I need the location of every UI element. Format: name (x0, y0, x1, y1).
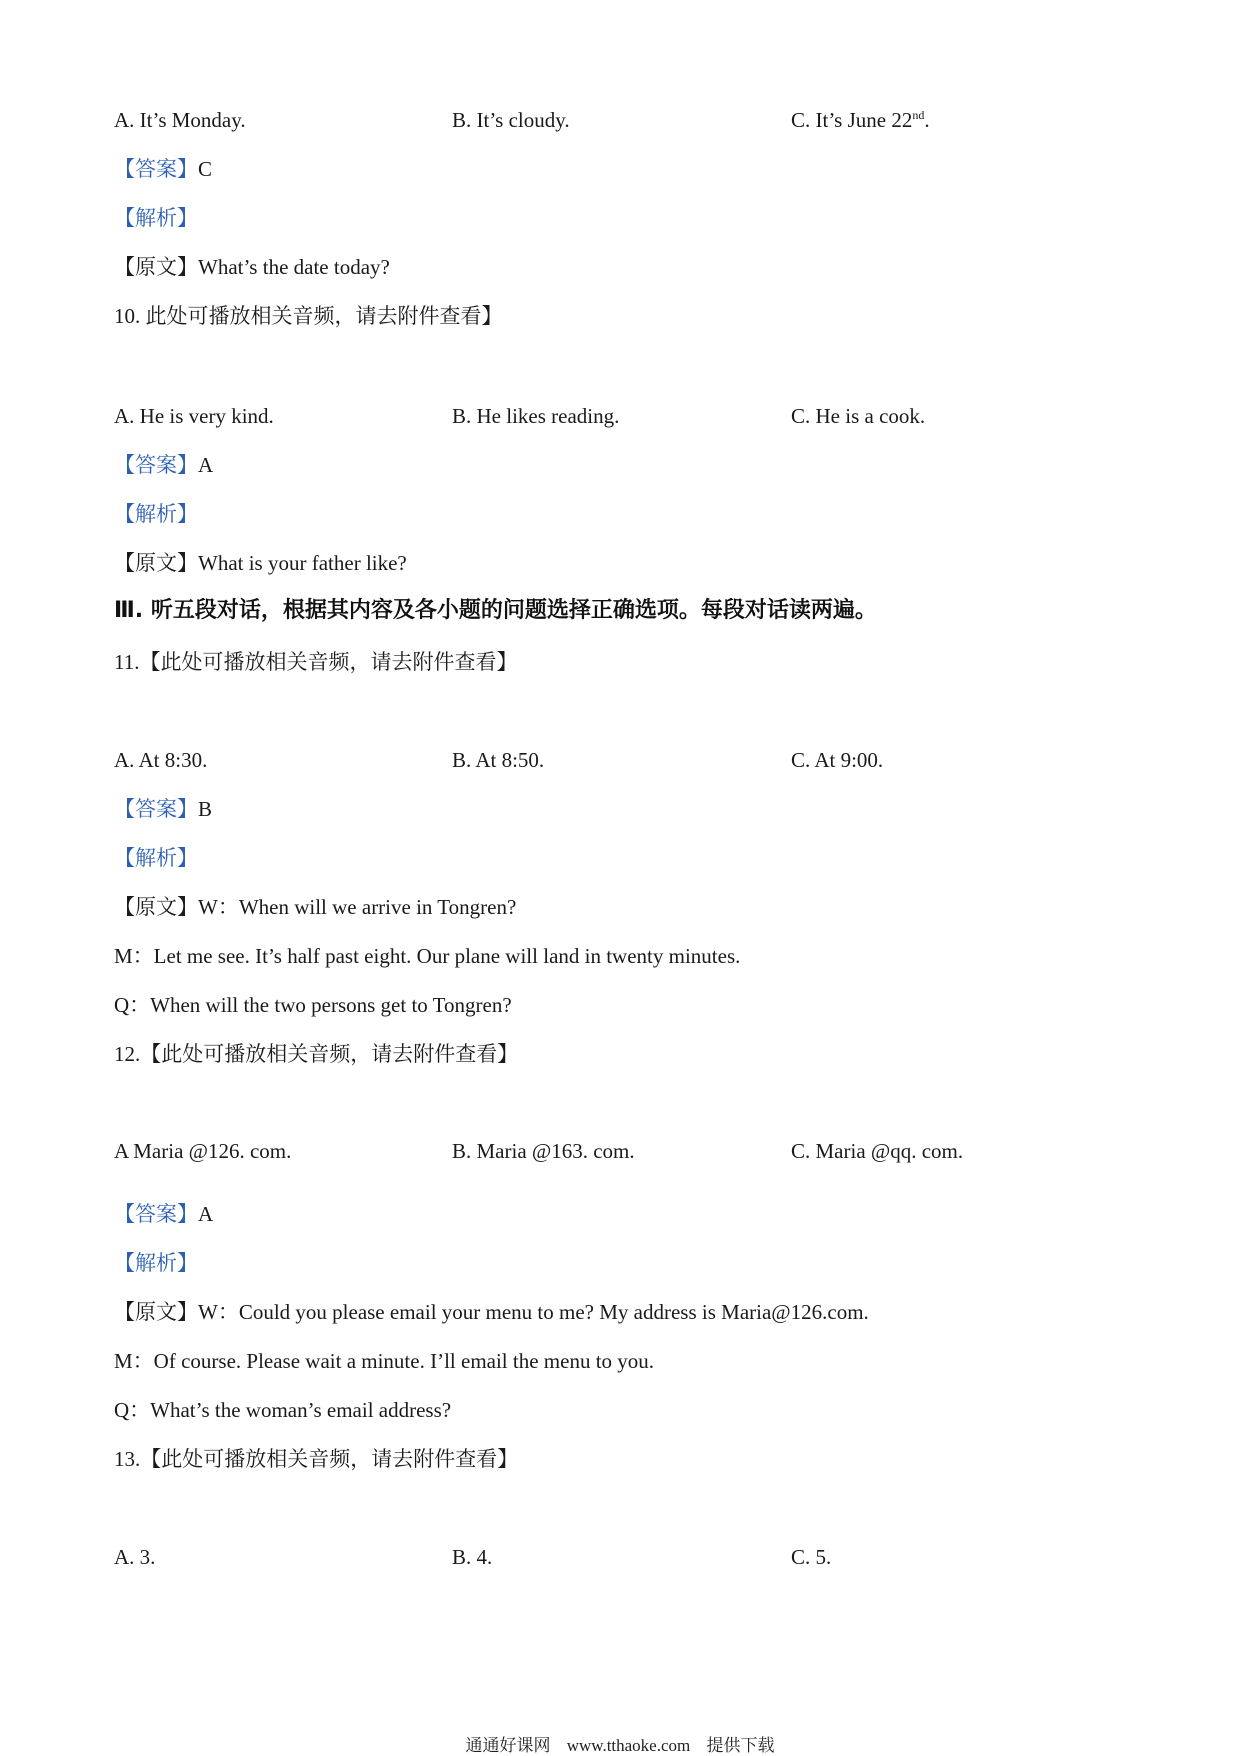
q10-option-a: A. He is very kind. (114, 404, 274, 428)
q11-original (114, 893, 516, 921)
q11-answer-label: 【答案】 (114, 797, 198, 821)
q11-analysis-label: 【解析】 (114, 846, 198, 870)
q9-option-c (791, 106, 930, 134)
q9-answer-value: C (198, 157, 213, 181)
q11-option-b: B. At 8:50. (452, 748, 545, 772)
q10-original-label: 【原文】 (114, 551, 198, 575)
footer-note: 提供下载 (706, 1736, 775, 1755)
q10-option-c: C. He is a cook. (791, 404, 926, 428)
footer-url[interactable]: www.tthaoke.com (566, 1736, 691, 1755)
footer-site-name: 通通好课网 (465, 1736, 551, 1755)
q11-original-text: W：When will we arrive in Tongren? (198, 895, 517, 919)
q12-original-label: 【原文】 (114, 1300, 198, 1324)
q11-answer (114, 795, 212, 823)
q11-option-c: C. At 9:00. (791, 748, 884, 772)
q9-original-label: 【原文】 (114, 255, 198, 279)
q12-prompt: 12.【此处可播放相关音频，请去附件查看】 (114, 1042, 519, 1066)
q9-analysis-label: 【解析】 (114, 206, 198, 230)
q10-original (114, 549, 407, 577)
q9-option-c-end: . (924, 108, 930, 132)
q9-option-c-text: C. It’s June 22 (791, 108, 913, 132)
q12-answer-value: A (198, 1202, 214, 1226)
q12-answer (114, 1200, 213, 1228)
q12-dialog-line: Q：What’s the woman’s email address? (114, 1398, 452, 1422)
q9-answer-label: 【答案】 (114, 157, 198, 181)
q9-option-c-sup: nd (912, 108, 925, 122)
q12-dialog-line: M：Of course. Please wait a minute. I’ll email the menu to you. (114, 1349, 655, 1373)
section-3-heading: Ⅲ. 听五段对话，根据其内容及各小题的问题选择正确选项。每段对话读两遍。 (114, 598, 877, 623)
q9-original-text: What’s the date today? (198, 255, 390, 279)
q9-option-b: B. It’s cloudy. (452, 108, 570, 132)
q10-answer-value: A (198, 453, 214, 477)
q11-dialog-line: M：Let me see. It’s half past eight. Our plane will land in twenty minutes. (114, 944, 741, 968)
page-footer (0, 1731, 1240, 1756)
q12-option-b: B. Maria @163. com. (452, 1139, 635, 1163)
q12-original-text: W：Could you please email your menu to me? My address is Maria@126.com. (198, 1300, 869, 1324)
q10-answer-label: 【答案】 (114, 453, 198, 477)
q10-answer (114, 451, 213, 479)
q13-option-c: C. 5. (791, 1545, 832, 1569)
q13-option-b: B. 4. (452, 1545, 493, 1569)
q12-option-c: C. Maria @qq. com. (791, 1139, 964, 1163)
q10-prompt: 10. 此处可播放相关音频，请去附件查看】 (114, 304, 503, 328)
q11-dialog-line: Q：When will the two persons get to Tongren? (114, 993, 512, 1017)
q13-option-a: A. 3. (114, 1545, 156, 1569)
q11-prompt: 11.【此处可播放相关音频，请去附件查看】 (114, 650, 518, 674)
q10-original-text: What is your father like? (198, 551, 407, 575)
q11-original-label: 【原文】 (114, 895, 198, 919)
q13-prompt: 13.【此处可播放相关音频，请去附件查看】 (114, 1447, 519, 1471)
q10-option-b: B. He likes reading. (452, 404, 620, 428)
q12-original (114, 1298, 869, 1326)
q9-answer (114, 155, 212, 183)
q9-option-a: A. It’s Monday. (114, 108, 246, 132)
q10-analysis-label: 【解析】 (114, 502, 198, 526)
q12-analysis-label: 【解析】 (114, 1251, 198, 1275)
q11-option-a: A. At 8:30. (114, 748, 208, 772)
q11-answer-value: B (198, 797, 213, 821)
q12-answer-label: 【答案】 (114, 1202, 198, 1226)
q12-option-a: A Maria @126. com. (114, 1139, 292, 1163)
q9-original (114, 253, 390, 281)
